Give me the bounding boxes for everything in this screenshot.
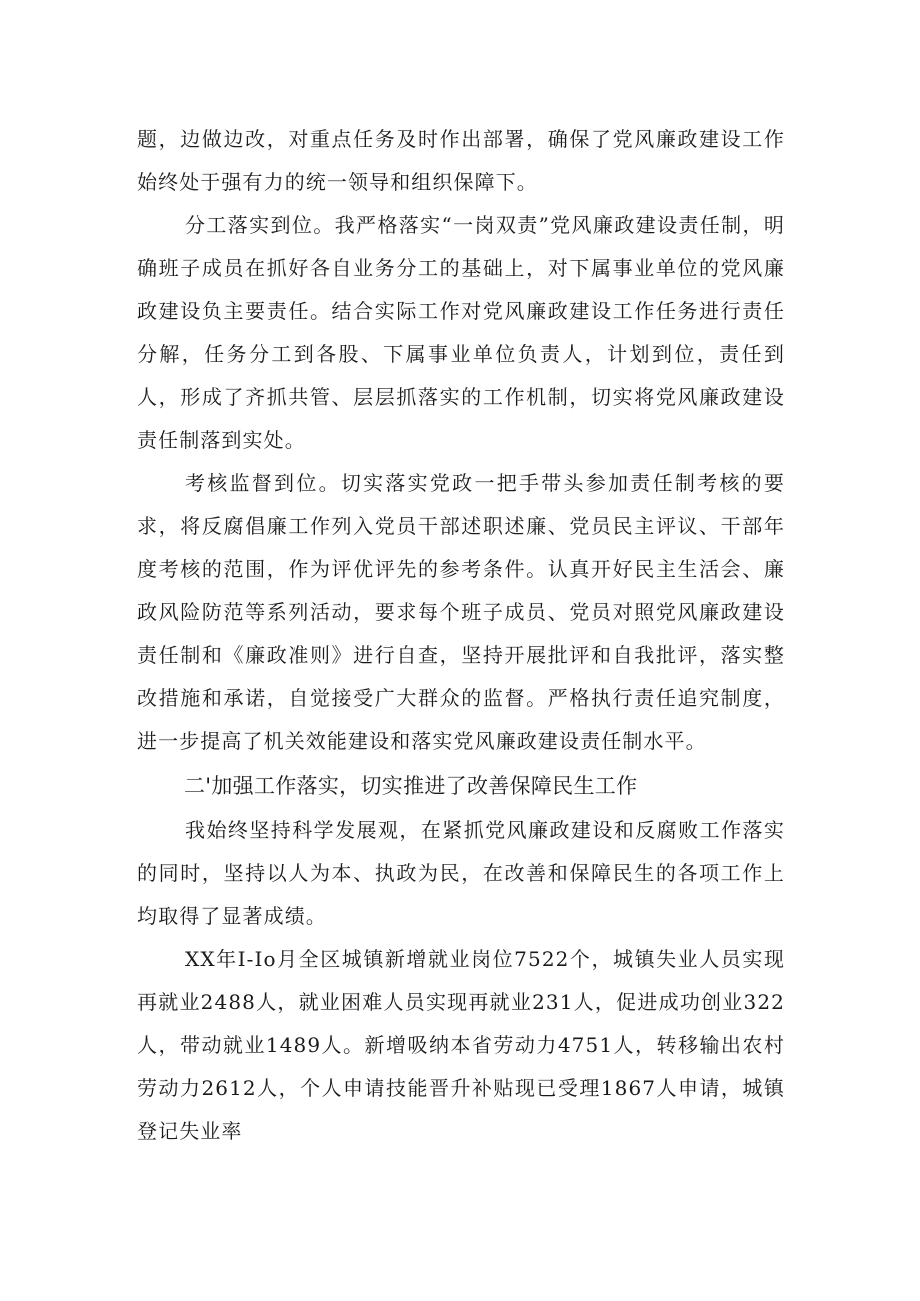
- paragraph-livelihood-intro: 我始终坚持科学发展观，在紧抓党风廉政建设和反腐败工作落实的同时，坚持以人为本、执政为民，在改善和保障民生的各项工作上均取得了显著成绩。: [137, 818, 785, 928]
- paragraph-employment-stats: XX年I-Io月全区城镇新增就业岗位7522个，城镇失业人员实现再就业2488人，就业困难人员实现再就业231人，促进成功创业322人，带动就业1489人。新增吸纳本省劳动力4751人，转移输出农村劳动力2612人，个人申请技能晋升补贴现已受理1867人申请，城镇登记失业率: [137, 947, 785, 1143]
- paragraph-division-of-labor: 分工落实到位。我严格落实“一岗双责”党风廉政建设责任制，明确班子成员在抓好各自业务分工的基础上，对下属事业单位的党风廉政建设负主要责任。结合实际工作对党风廉政建设工作任务进行责任分解，任务分工到各股、下属事业单位负责人，计划到位，责任到人，形成了齐抓共管、层层抓落实的工作机制，切实将党风廉政建设责任制落到实处。: [137, 213, 785, 452]
- paragraph-continuation: 题，边做边改，对重点任务及时作出部署，确保了党风廉政建设工作始终处于强有力的统一领导和组织保障下。: [137, 127, 785, 194]
- document-body: [137, 118, 785, 1153]
- paragraph-assessment-supervision: 考核监督到位。切实落实党政一把手带头参加责任制考核的要求，将反腐倡廉工作列入党员干部述职述廉、党员民主评议、干部年度考核的范围，作为评优评先的参考条件。认真开好民主生活会、廉政风险防范等系列活动，要求每个班子成员、党员对照党风廉政建设责任制和《廉政准则》进行自查，坚持开展批评和自我批评，落实整改措施和承诺，自觉接受广大群众的监督。严格执行责任追究制度，进一步提高了机关效能建设和落实党风廉政建设责任制水平。: [137, 471, 785, 753]
- section-heading: 二'加强工作落实，切实推进了改善保障民生工作: [184, 774, 638, 798]
